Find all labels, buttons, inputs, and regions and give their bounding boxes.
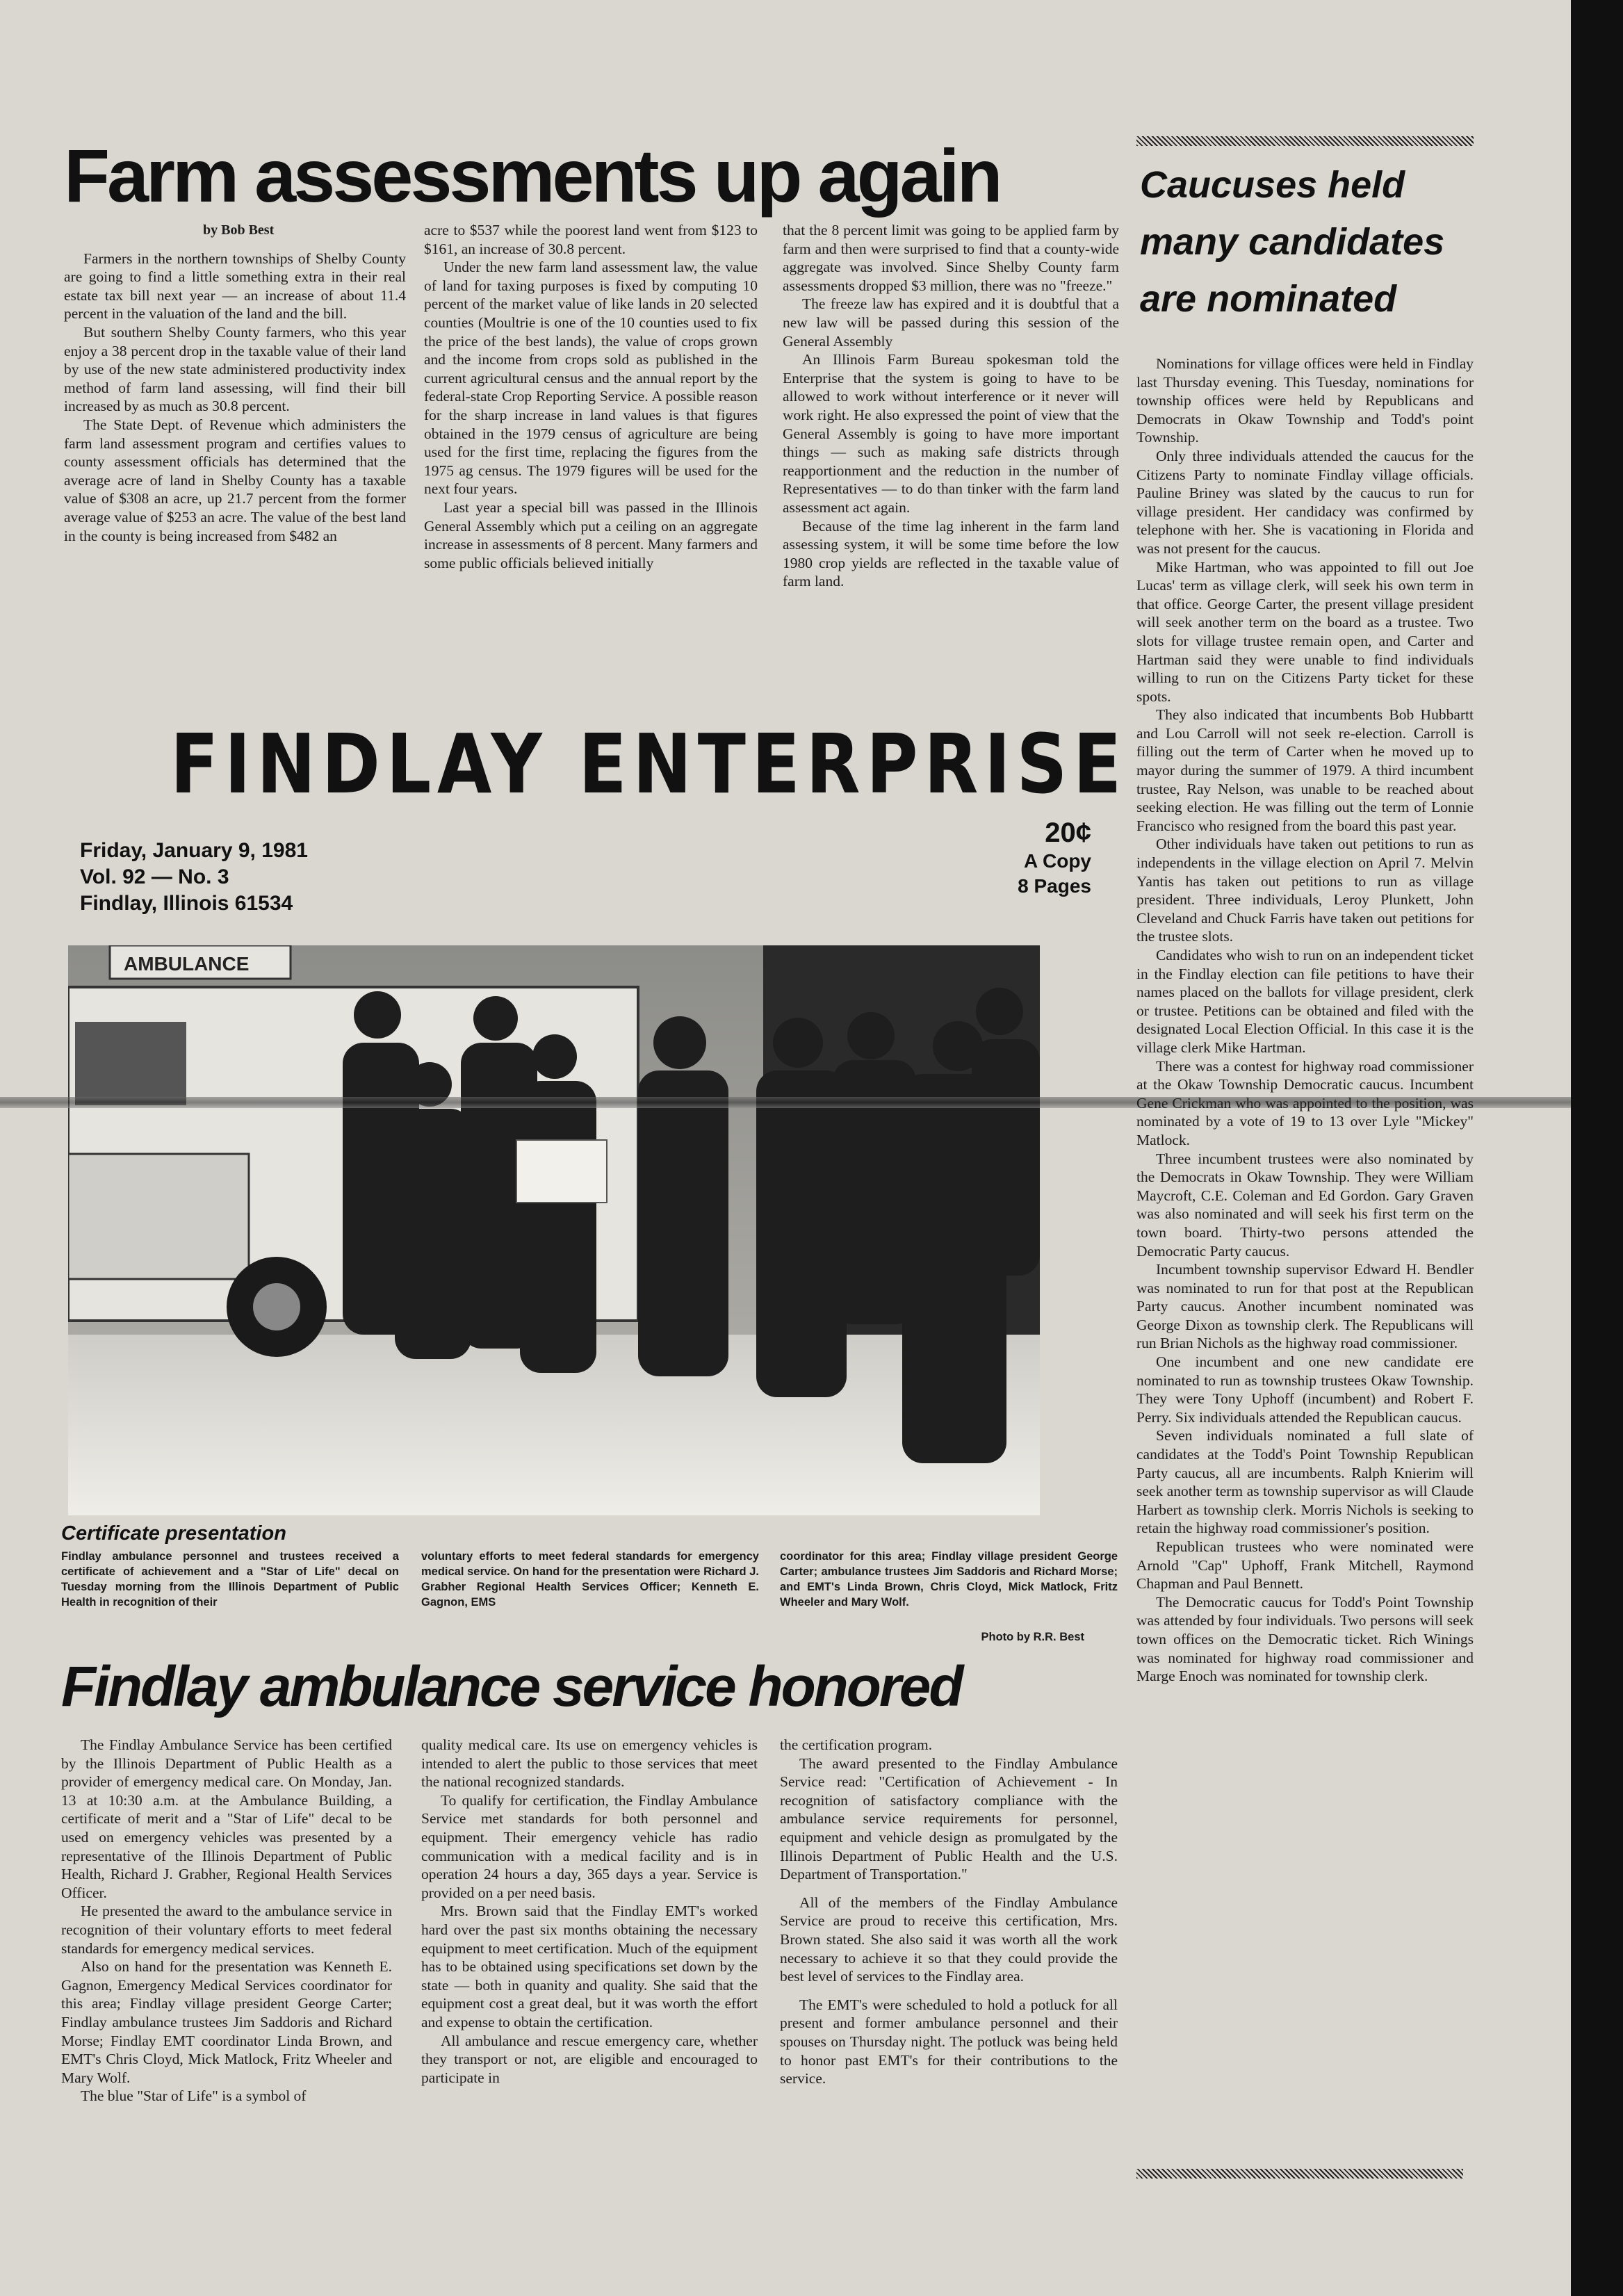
top-headline: Farm assessments up again bbox=[64, 133, 1000, 218]
paragraph: quality medical care. Its use on emergency vehicles is intended to alert the public to those services that meet the national recognized standards. bbox=[421, 1736, 758, 1791]
paragraph: acre to $537 while the poorest land went from $123 to $161, an increase of 30.8 percent. bbox=[424, 222, 758, 257]
paragraph: Republican trustees who were nominated were Arnold "Cap" Uphoff, Frank Mitchell, Raymond Chapman and Paul Bennett. bbox=[1136, 1538, 1474, 1593]
page-count: 8 Pages bbox=[1018, 875, 1091, 897]
paragraph: Three incumbent trustees were also nominated by the Democrats in Okaw Township. They were William Maycroft, C.E. Coleman and Ed Gordon. Gary Graven was also nominated and will seek his first term on the town board. Thirty-two persons attended the Democratic Party caucus. bbox=[1136, 1150, 1474, 1260]
paragraph: There was a contest for highway road commissioner at the Okaw Township Democratic caucus. Incumbent Gene Crickman who was appointed to the position, was nominated by a vote of 19 to 13 over Lyle "Mickey" Matlock. bbox=[1136, 1057, 1474, 1148]
paragraph: An Illinois Farm Bureau spokesman told the Enterprise that the system is going to have to be allowed to work without interference or it never will work right. He also expressed the point of view that the General Assembly is going to have more important things — such as making safe districts through reapportionment and the reduction in the number of Representatives — to do than tinker with the farm land assessment act again. bbox=[783, 351, 1119, 516]
paragraph: The Democratic caucus for Todd's Point Township was attended by four individuals. Two persons will seek town offices on the Democratic ticket. Rich Winings was nominated for highway road commissioner and Marge Enoch was nominated for township clerk. bbox=[1136, 1593, 1474, 1685]
paragraph: All of the members of the Findlay Ambulance Service are proud to receive this certification, Mrs. Brown stated. She also said it was worth all the work necessary to achieve it so that they could provide the best level of services to the Findlay area. bbox=[780, 1894, 1118, 1985]
sidebar-headline: Caucuses held many candidates are nominated bbox=[1140, 164, 1445, 320]
paragraph: Under the new farm land assessment law, the value of land for taxing purposes is fixed by computing 10 percent of the market value of like lands in 20 selected counties (Moultrie is one of the 10 counties used to fix the price of the best lands), the value of crops grown and the income from crops sold as published in the current agricultural census and the annual report by the federal-state Crop Reporting Service. A possible reason for the sharp increase in land values is that figures obtained in the 1979 census of agriculture are being used for the first time, replacing the figures from the 1975 ag census. The 1979 figures will be used for the next four years. bbox=[424, 259, 758, 498]
paragraph: The blue "Star of Life" is a symbol of bbox=[81, 2087, 307, 2105]
paragraph: Last year a special bill was passed in the Illinois General Assembly which put a ceiling on an aggregate increase in assessments of 8 percent. Many farmers and some public officials believed initially bbox=[424, 498, 758, 571]
paragraph: Only three individuals attended the caucus for the Citizens Party to nominate Findlay village officials. Pauline Briney was slated by the caucus to run for village president. Her candidacy was confirmed by telephone with her. She is vacationing in Florida and was not present for the caucus. bbox=[1136, 447, 1474, 557]
paragraph: the certification program. bbox=[780, 1736, 933, 1753]
masthead-info bbox=[80, 838, 308, 917]
top-story-col2 bbox=[424, 221, 758, 683]
paragraph: Incumbent township supervisor Edward H. Bendler was nominated to run for that post at the Republican Party caucus. Another incumbent nominated was George Dixon as township clerk. The Republicans will run Brian Nichols as the highway road commissioner. bbox=[1136, 1261, 1474, 1352]
ambulance-col2 bbox=[421, 1736, 758, 2271]
paragraph: The freeze law has expired and it is doubtful that a new law will be passed during this session of the General Assembly bbox=[783, 295, 1119, 350]
top-story-col3 bbox=[783, 221, 1119, 683]
price: 20¢ bbox=[1045, 817, 1091, 848]
paragraph: They also indicated that incumbents Bob Hubbartt and Lou Carroll will not seek re-election. Carroll is filling out the term of Carter when he moved up to mayor during the summer of 1979. A third incumbent trustee, Ray Nelson, was unable to be reached about seeking election. He was filling out the term of Lonnie Francisco who resigned from the board this past year. bbox=[1136, 706, 1474, 834]
van-sign-text: AMBULANCE bbox=[124, 953, 250, 975]
photo-credit: Photo by R.R. Best bbox=[981, 1631, 1084, 1643]
ambulance-photo bbox=[68, 945, 1040, 1515]
top-story-col1 bbox=[64, 221, 406, 683]
paragraph: Also on hand for the presentation was Kenneth E. Gagnon, Emergency Medical Services coordinator for this area; Findlay village president George Carter; Findlay ambulance trustees Jim Saddoris and Richard Morse; Findlay EMT coordinator Linda Brown, and EMT's Chris Cloyd, Mick Matlock, Fritz Wheeler and Mary Wolf. bbox=[61, 1958, 392, 2086]
paragraph: Because of the time lag inherent in the farm land assessing system, it will be some time before the low 1980 crop yields are reflected in the taxable value of farm land. bbox=[783, 517, 1119, 590]
ambulance-headline: Findlay ambulance service honored bbox=[61, 1655, 962, 1718]
paragraph: Mrs. Brown said that the Findlay EMT's worked hard over the past six months obtaining the necessary equipment to meet certification. Much of the equipment has to be obtained using specifications set down by the state — both in quanity and quality. She said that the equipment cost a great deal, but it was worth the effort and expense to obtain the certification. bbox=[421, 1903, 758, 2030]
paragraph: Nominations for village offices were held in Findlay last Thursday evening. This Tuesday, nominations for township offices were held by Republicans and Democrats in Okaw Township and Todd's point Township. bbox=[1136, 355, 1474, 446]
paragraph: Candidates who wish to run on an independent ticket in the Findlay election can file petitions to have their names placed on the ballots for village president, clerk or trustee. Petitions can be obtained and filed with the designated Local Election Official. In this case it is the village clerk Mike Hartman. bbox=[1136, 947, 1474, 1056]
sidebar-top-rule bbox=[1136, 136, 1474, 146]
caption-col1: Findlay ambulance personnel and trustees received a certificate of achievement and a "Star of Life" decal on Tuesday morning from the Illinois Department of Public Health in recognition of their bbox=[61, 1550, 399, 1609]
byline: by Bob Best bbox=[203, 222, 275, 238]
caption-col2: voluntary efforts to meet federal standards for emergency medical service. On hand for the presentation were Richard J. Grabher Regional Health Services Officer; Kenneth E. Gagnon, EMS bbox=[421, 1550, 759, 1609]
issue-volume: Vol. 92 — No. 3 bbox=[80, 865, 229, 888]
issue-date: Friday, January 9, 1981 bbox=[80, 839, 308, 862]
paragraph: The EMT's were scheduled to hold a potluck for all present and former ambulance personnel and their spouses on Thursday night. The potluck was being held to honor past EMT's for their contributions to the service. bbox=[780, 1996, 1118, 2087]
paragraph: All ambulance and rescue emergency care, whether they transport or not, are eligible and encouraged to participate in bbox=[421, 2032, 758, 2086]
paragraph: The award presented to the Findlay Ambulance Service read: "Certification of Achievement - In recognition of satisfactory compliance with the ambulance service requirements for personnel, equipment and vehicle design as promulgated by the Illinois Department of Public Health and the U.S. Department of Transportation." bbox=[780, 1754, 1118, 1883]
issue-location: Findlay, Illinois 61534 bbox=[80, 892, 293, 915]
ambulance-col1 bbox=[61, 1736, 392, 2271]
paragraph: The State Dept. of Revenue which administers the farm land assessment program and certifies values to county assessment officials has determined that the average acre of land in Shelby County has a taxable value of $308 an acre, up 21.7 percent from the former average value of $253 an acre. The value of the best land in the county is being increased from $482 an bbox=[64, 416, 406, 544]
paragraph: The Findlay Ambulance Service has been certified by the Illinois Department of Public Health as a provider of emergency medical care. On Monday, Jan. 13 at 10:30 a.m. at the Ambulance Building, a certificate of merit and a "Star of Life" decal to be used on emergency vehicles was presented by a representative of the Illinois Department of Public Health, Richard J. Grabher, Regional Health Services Officer. bbox=[61, 1736, 392, 1901]
paragraph: He presented the award to the ambulance service in recognition of their voluntary efforts to meet federal standards for emergency medical services. bbox=[61, 1903, 392, 1957]
paragraph: Farmers in the northern townships of Shelby County are going to find a little something extra in their real estate tax bill next year — an increase of about 11.4 percent in the valuation of the land and the bill. bbox=[64, 250, 406, 323]
paragraph: that the 8 percent limit was going to be applied farm by farm and then were surprised to find that a county-wide aggregate was involved. Since Shelby County farm assessments dropped $3 million, there was no "freeze." bbox=[783, 222, 1119, 294]
paragraph: To qualify for certification, the Findlay Ambulance Service met standards for both personnel and equipment. Their emergency vehicle has radio communication with a medical facility and is in operation 24 hours a day, 365 days a year. Service is provided on a per need basis. bbox=[421, 1791, 758, 1901]
price-label: A Copy bbox=[1024, 850, 1091, 872]
paragraph: Mike Hartman, who was appointed to fill out Joe Lucas' term as village clerk, will seek his own term in that office. George Carter, the present village president will seek another term on the board as a trustee. Two slots for village trustee remain open, and Carter and Hartman said they were unable to find individuals willing to run on the Citizens Party ticket for these spots. bbox=[1136, 558, 1474, 705]
paragraph: Seven individuals nominated a full slate of candidates at the Todd's Point Township Republican Party caucus, all are incumbents. Ralph Knierim will seek another term as township supervisor as will Claude Harbert as township clerk. Morris Nichols is seeking to retain the highway road commissioner's position. bbox=[1136, 1427, 1474, 1537]
price-box bbox=[1018, 817, 1091, 899]
photo-caption-title: Certificate presentation bbox=[61, 1522, 286, 1545]
paragraph: But southern Shelby County farmers, who this year enjoy a 38 percent drop in the taxable value of their land by use of the new state administered productivity index method of farm land assessing, will find their bill increased by as much as 30.8 percent. bbox=[64, 323, 406, 415]
photo-illustration bbox=[68, 945, 1040, 1515]
sidebar-column bbox=[1136, 355, 1474, 2148]
paragraph: One incumbent and one new candidate ere nominated to run as township trustees Okaw Township. They were Tony Uphoff (incumbent) and Robert F. Perry. Six individuals attended the Republican caucus. bbox=[1136, 1353, 1474, 1426]
ambulance-col3 bbox=[780, 1736, 1118, 2271]
sidebar-bottom-rule bbox=[1136, 2169, 1463, 2179]
masthead-flag: FINDLAY ENTERPRISE bbox=[170, 716, 1127, 812]
paragraph: Other individuals have taken out petitions to run as independents in the village election on April 7. Melvin Yantis has taken out petitions to run as village president. Three individuals, Leroy Plunkett, John Cleveland and Chuck Farris have taken out petitions for the trustee slots. bbox=[1136, 836, 1474, 945]
caption-col3: coordinator for this area; Findlay village president George Carter; ambulance trustees Jim Saddoris and Richard Morse; and EMT's Linda Brown, Chris Cloyd, Mick Matlock, Fritz Wheeler and Mary Wolf. bbox=[780, 1550, 1118, 1609]
